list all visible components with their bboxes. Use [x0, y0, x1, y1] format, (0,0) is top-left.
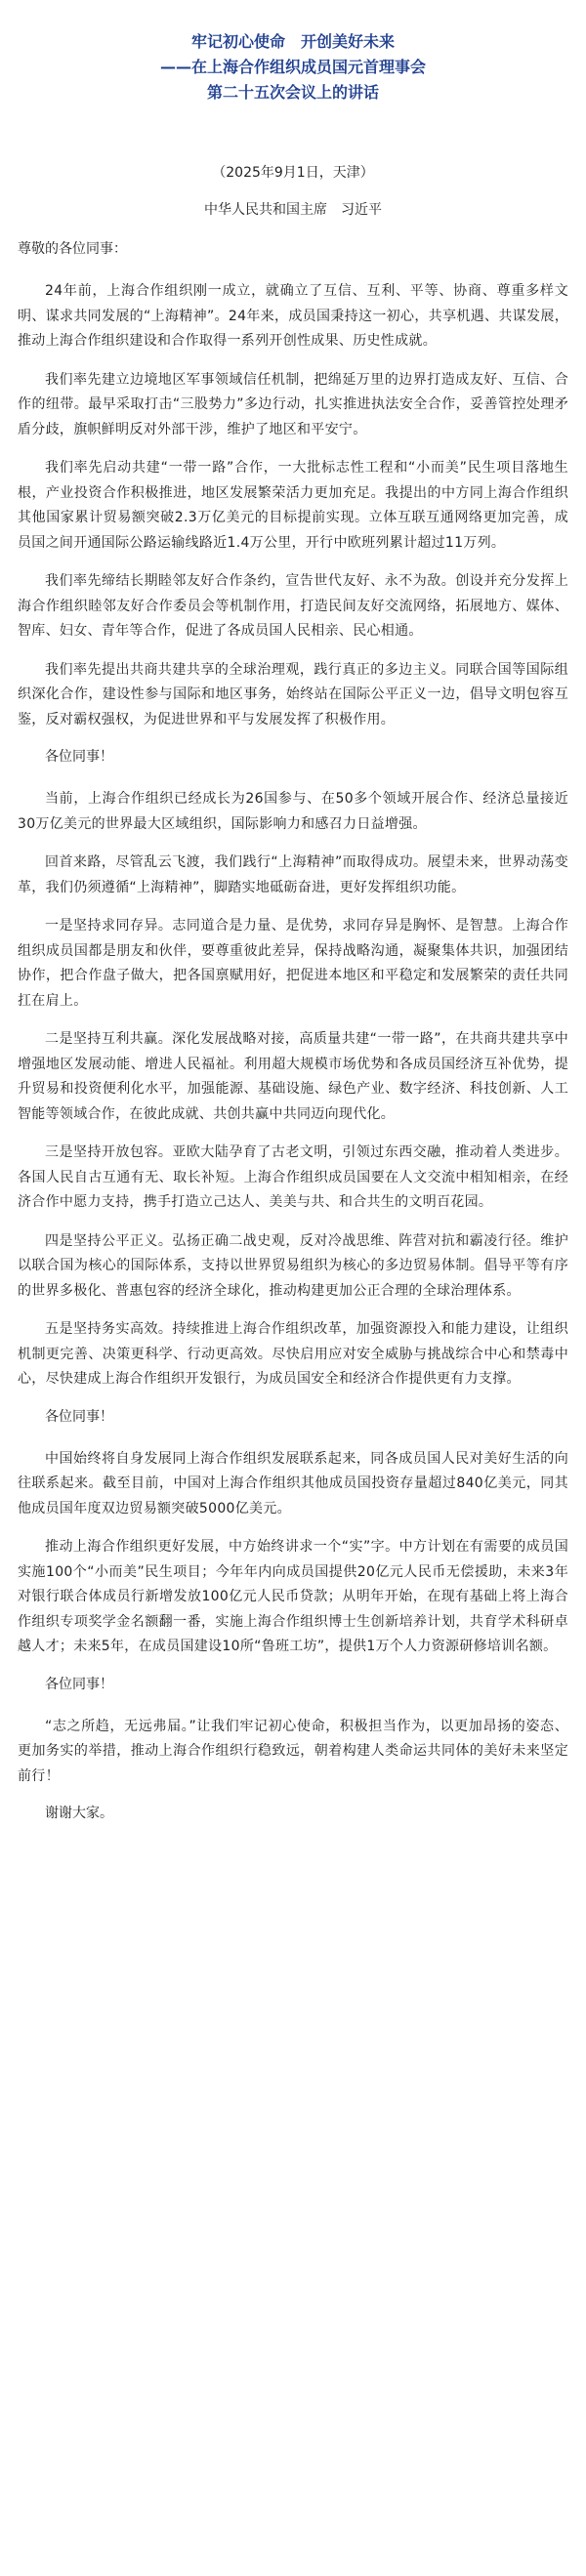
title-line-1: 牢记初心使命 开创美好未来 — [190, 32, 395, 51]
address-colleagues-3: 各位同事！ — [45, 1408, 113, 1425]
address-colleagues-2: 各位同事！ — [45, 749, 113, 765]
speech-body — [18, 279, 568, 1824]
paragraph-6: 当前，上海合作组织已经成长为26国参与、在50多个领域开展合作、经济总量接近30万亿美元的世界最大区域组织，国际影响力和感召力日益增强。 — [18, 791, 568, 832]
address-colleagues-4: 各位同事！ — [45, 1676, 113, 1692]
closing-line: 谢谢大家。 — [45, 1806, 113, 1821]
paragraph-10: 三是坚持开放包容。亚欧大陆孕育了古老文明，引领过东西交融，推动着人类进步。各国人民自古互通有无、取长补短。上海合作组织成员国要在人文交流中相知相亲，在经济合作中愿力支持，携手打造立己达人、美美与共、和合共生的文明百花园。 — [18, 1144, 568, 1210]
salutation: 尊敬的各位同事： — [18, 241, 127, 257]
paragraph-15: “志之所趋，无远弗届。”让我们牢记初心使命，积极担当作为，以更加昂扬的姿态、更加务实的举措，推动上海合作组织行稳致远，朝着构建人类命运共同体的美好未来坚定前行！ — [18, 1718, 568, 1784]
paragraph-7: 回首来路，尽管乱云飞渡，我们践行“上海精神”而取得成功。展望未来，世界动荡变革，我们仍须遵循“上海精神”，脚踏实地砥砺奋进，更好发挥组织功能。 — [18, 854, 568, 895]
paragraph-2: 我们率先建立边境地区军事领域信任机制，把绵延万里的边界打造成友好、互信、合作的纽带。最早采取打击“三股势力”多边行动，扎实推进执法安全合作，妥善管控处理矛盾分歧，旗帜鲜明反对外部干涉，维护了地区和平安宁。 — [18, 371, 568, 437]
speech-date: （2025年9月1日，天津） — [212, 165, 374, 181]
paragraph-1: 24年前，上海合作组织刚一成立，就确立了互信、互利、平等、协商、尊重多样文明、谋求共同发展的“上海精神”。24年来，成员国秉持这一初心，共享机遇、共谋发展，推动上海合作组织建设和合作取得一系列开创性成果、历史性成就。 — [18, 283, 568, 349]
paragraph-9: 二是坚持互利共赢。深化发展战略对接，高质量共建“一带一路”，在共商共建共享中增强地区发展动能、增进人民福祉。利用超大规模市场优势和各成员国经济互补优势，提升贸易和投资便利化水平，加强能源、基础设施、绿色产业、数字经济、科技创新、人工智能等领域合作，在彼此成就、共创共赢中共同迈向现代化。 — [18, 1031, 568, 1122]
title-line-2: ——在上海合作组织成员国元首理事会 — [159, 58, 426, 76]
title-line-3: 第二十五次会议上的讲话 — [206, 83, 379, 102]
paragraph-4: 我们率先缔结长期睦邻友好合作条约，宣告世代友好、永不为敌。创设并充分发挥上海合作组织睦邻友好合作委员会等机制作用，打造民间友好交流网络，拓展地方、媒体、智库、妇女、青年等合作，促进了各成员国人民相亲、民心相通。 — [18, 573, 568, 639]
paragraph-3: 我们率先启动共建“一带一路”合作，一大批标志性工程和“小而美”民生项目落地生根，产业投资合作积极推进，地区发展繁荣活力更加充足。我提出的中方同上海合作组织其他国家累计贸易额突破2.3万亿美元的目标提前实现。立体互联互通网络更加完善，成员国之间开通国际公路运输线路近1.4万公里，开行中欧班列累计超过11万列。 — [18, 460, 568, 551]
speech-title — [18, 29, 568, 105]
paragraph-14: 推动上海合作组织更好发展，中方始终讲求一个“实”字。中方计划在有需要的成员国实施100个“小而美”民生项目；今年年内向成员国提供20亿元人民币无偿援助，未来3年对银行联合体成员行新增发放100亿元人民币贷款；从明年开始，在现有基础上将上海合作组织专项奖学金名额翻一番，实施上海合作组织博士生创新培养计划，共育学术科研卓越人才；未来5年，在成员国建设10所“鲁班工坊”，提供1万个人力资源研修培训名额。 — [18, 1539, 568, 1654]
speaker-name: 中华人民共和国主席 习近平 — [204, 202, 382, 218]
paragraph-5: 我们率先提出共商共建共享的全球治理观，践行真正的多边主义。同联合国等国际组织深化合作，建设性参与国际和地区事务，始终站在国际公平正义一边，倡导文明包容互鉴，反对霸权强权，为促进世界和平与发展发挥了积极作用。 — [18, 661, 568, 727]
paragraph-13: 中国始终将自身发展同上海合作组织发展联系起来，同各成员国人民对美好生活的向往联系起来。截至目前，中国对上海合作组织其他成员国投资存量超过840亿美元，同其他成员国年度双边贸易额突破5000亿美元。 — [18, 1450, 568, 1517]
paragraph-12: 五是坚持务实高效。持续推进上海合作组织改革，加强资源投入和能力建设，让组织机制更完善、决策更科学、行动更高效。尽快启用应对安全威胁与挑战综合中心和禁毒中心，尽快建成上海合作组织开发银行，为成员国安全和经济合作提供更有力支撑。 — [18, 1321, 568, 1387]
paragraph-8: 一是坚持求同存异。志同道合是力量、是优势，求同存异是胸怀、是智慧。上海合作组织成员国都是朋友和伙伴，要尊重彼此差异，保持战略沟通，凝聚集体共识，加强团结协作，把合作盘子做大，把各国禀赋用好，把促进本地区和平稳定和发展繁荣的责任共同扛在肩上。 — [18, 918, 568, 1009]
paragraph-11: 四是坚持公平正义。弘扬正确二战史观，反对冷战思维、阵营对抗和霸凌行径。维护以联合国为核心的国际体系，支持以世界贸易组织为核心的多边贸易体制。倡导平等有序的世界多极化、普惠包容的经济全球化，推动构建更加公正合理的全球治理体系。 — [18, 1232, 568, 1299]
